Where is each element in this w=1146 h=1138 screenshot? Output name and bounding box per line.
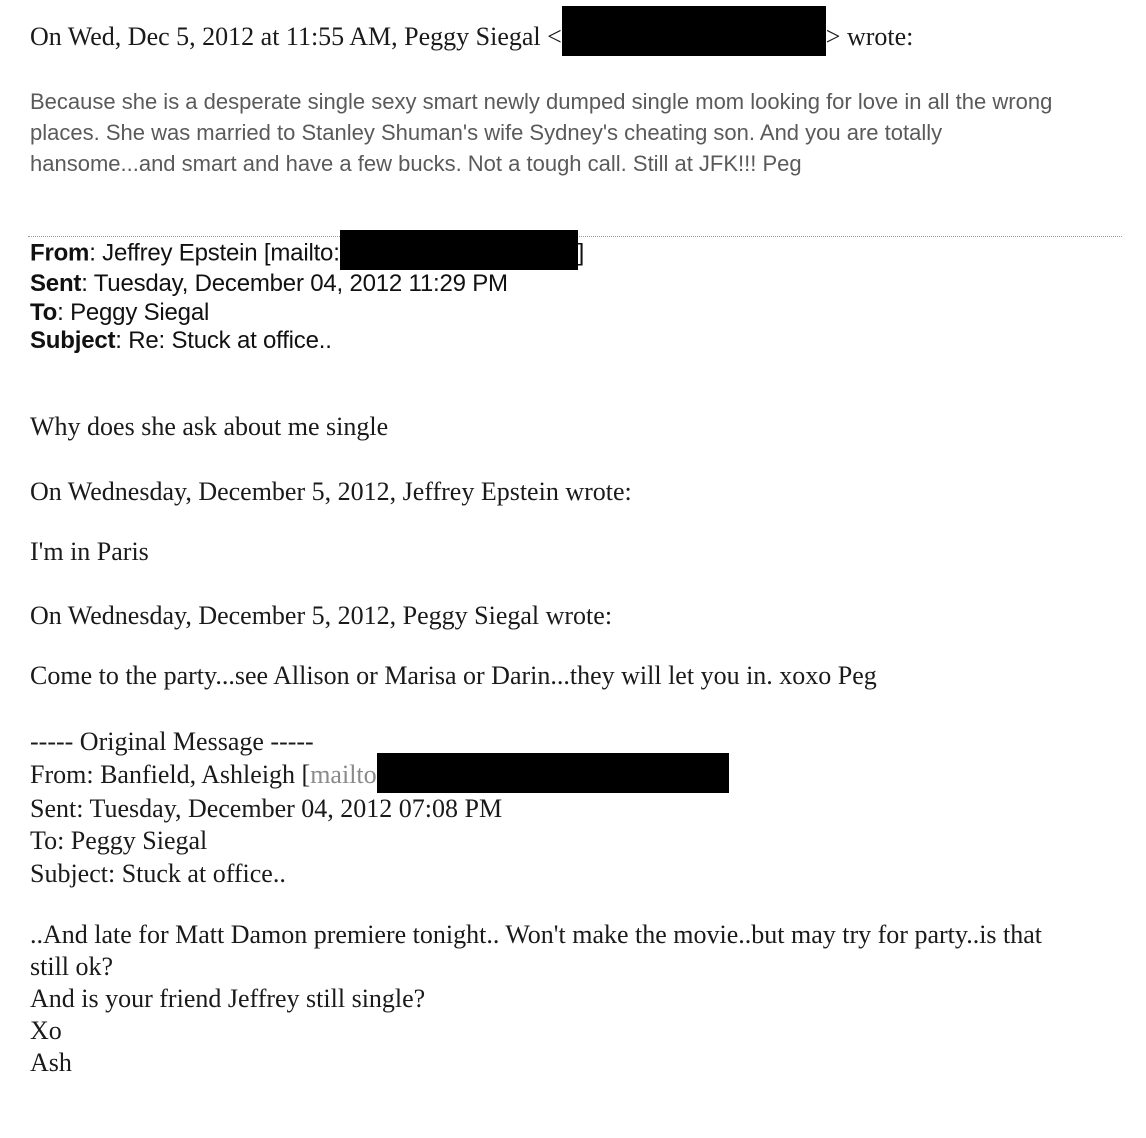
header-from-value: : Jeffrey Epstein [mailto: xyxy=(89,239,340,267)
thread-line: Why does she ask about me single xyxy=(30,412,389,441)
redaction-box xyxy=(377,753,729,793)
header-sent-label: Sent xyxy=(30,270,82,297)
peg-reply-body xyxy=(30,86,1052,179)
redaction-box xyxy=(340,230,578,270)
header-from-close: ] xyxy=(577,239,585,267)
peg-reply-line: Because she is a desperate single sexy smart newly dumped single mom looking for love in all the wrong xyxy=(30,89,1053,114)
header-to-value: : Peggy Siegal xyxy=(57,298,210,326)
redaction-box xyxy=(562,6,826,56)
original-from xyxy=(30,759,729,793)
header-from xyxy=(30,238,584,270)
original-body-line: And is your friend Jeffrey still single? xyxy=(30,984,426,1013)
header-sent-value: : Tuesday, December 04, 2012 11:29 PM xyxy=(81,270,508,297)
thread-line: On Wednesday, December 5, 2012, Peggy Siegal wrote: xyxy=(30,601,613,630)
header-subject-label: Subject xyxy=(30,327,116,354)
header-to-label: To xyxy=(30,298,58,326)
thread-line: I'm in Paris xyxy=(30,537,149,566)
header-from-label: From xyxy=(30,239,90,267)
original-sent: Sent: Tuesday, December 04, 2012 07:08 PM xyxy=(30,793,503,823)
original-message-block xyxy=(30,726,729,890)
original-to: To: Peggy Siegal xyxy=(30,826,208,856)
peg-reply-line: places. She was married to Stanley Shuman's wife Sydney's cheating son. And you are totally xyxy=(30,120,943,145)
header-subject xyxy=(30,327,584,356)
quoted-header-prefix: On Wed, Dec 5, 2012 at 11:55 AM, Peggy Siegal < xyxy=(30,22,562,51)
peg-reply-line: hansome...and smart and have a few bucks. Not a tough call. Still at JFK!!! Peg xyxy=(30,151,802,176)
thread-line: Come to the party...see Allison or Marisa or Darin...they will let you in. xoxo Peg xyxy=(30,661,877,690)
thread-line: On Wednesday, December 5, 2012, Jeffrey Epstein wrote: xyxy=(30,477,632,506)
original-from-mailto: mailto xyxy=(310,759,377,789)
header-subject-value: : Re: Stuck at office.. xyxy=(115,327,332,354)
original-body-line: still ok? xyxy=(30,952,114,981)
original-body xyxy=(30,919,1042,1079)
original-from-prefix: From: Banfield, Ashleigh [ xyxy=(30,759,311,789)
original-body-line: Xo xyxy=(30,1016,62,1045)
original-separator: ----- Original Message ----- xyxy=(30,727,314,756)
original-subject: Subject: Stuck at office.. xyxy=(30,858,286,888)
header-to xyxy=(30,299,584,328)
original-body-line: ..And late for Matt Damon premiere tonight.. Won't make the movie..but may try for party..is that xyxy=(30,920,1043,949)
header-sent xyxy=(30,270,584,299)
email-header-block xyxy=(30,238,584,356)
original-body-line: Ash xyxy=(30,1048,72,1077)
quoted-header-line xyxy=(30,22,913,56)
quoted-header-suffix: > wrote: xyxy=(825,22,914,51)
